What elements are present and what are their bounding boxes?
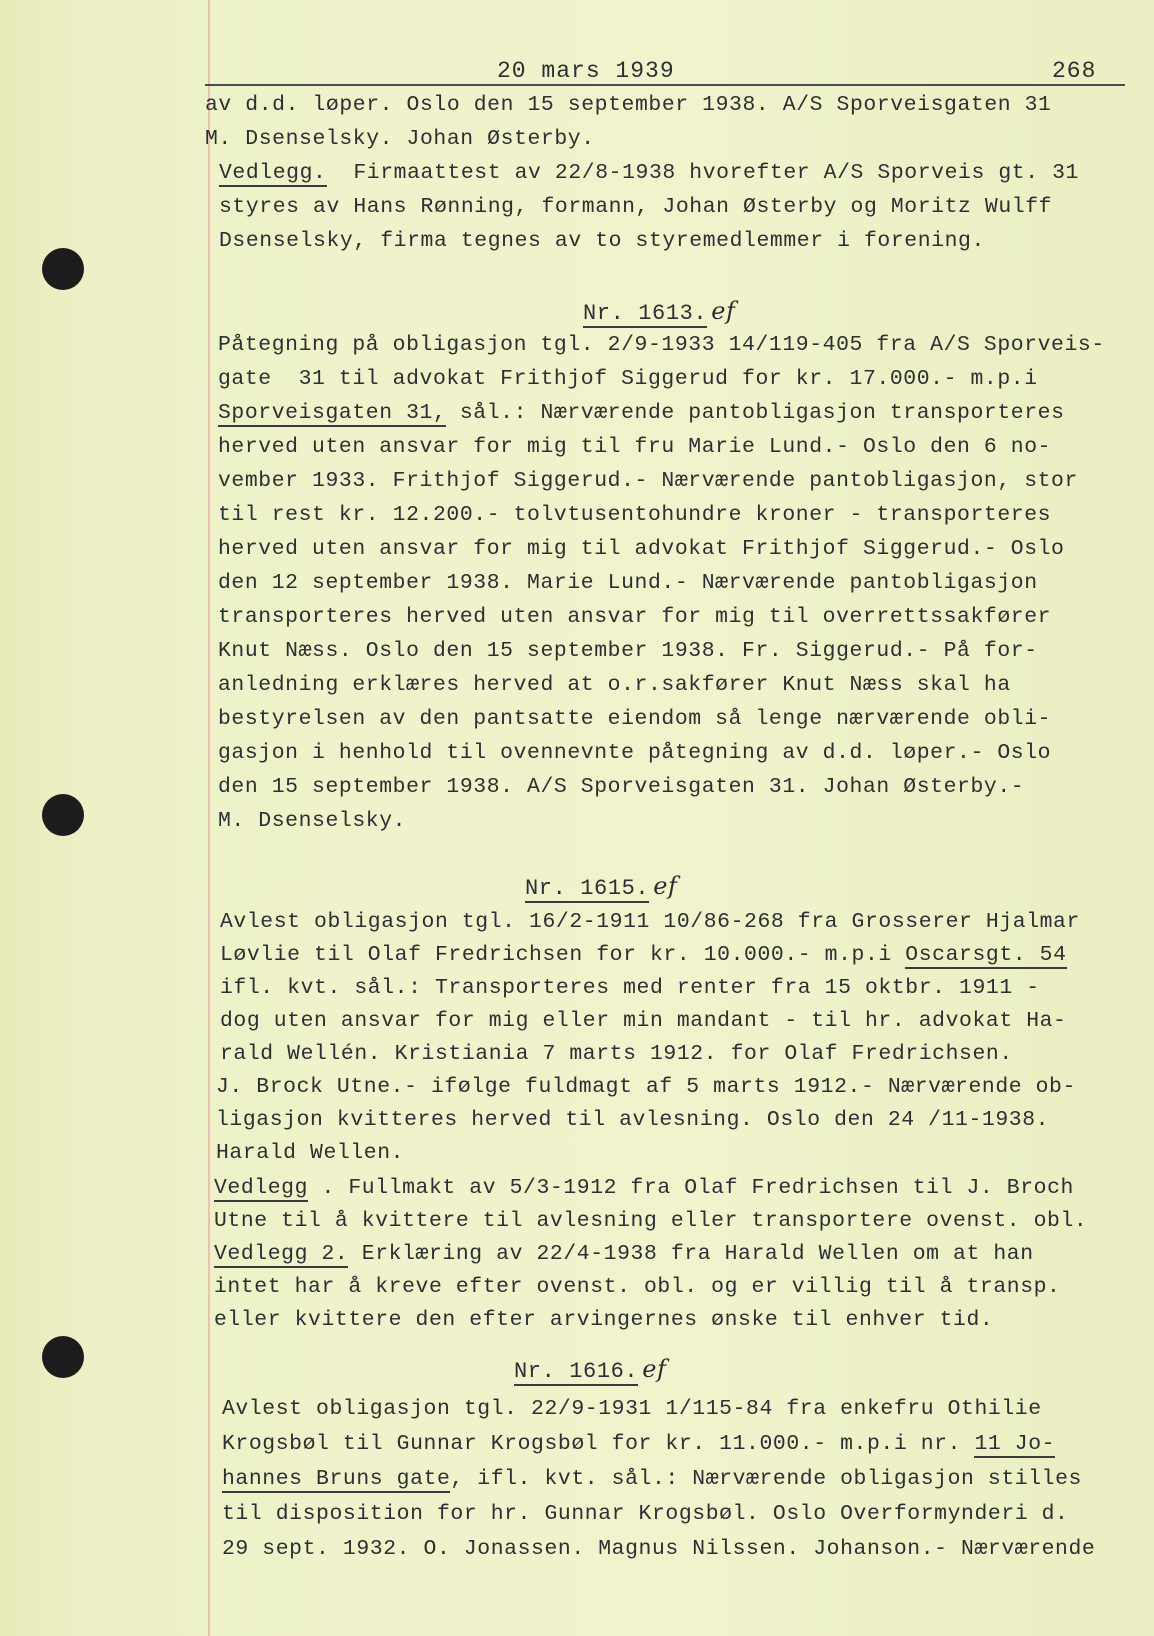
text-line: M. Dsenselsky.: [218, 809, 407, 833]
initials-signature: ef: [653, 872, 678, 900]
text-line: gate 31 til advokat Frithjof Siggerud for kr. 17.000.- m.p.i: [218, 367, 1038, 391]
text-line: M. Dsenselsky. Johan Østerby.: [205, 127, 595, 151]
text-line: ifl. kvt. sål.: Transporteres med renter fra 15 oktbr. 1911 -: [220, 976, 1040, 1000]
text-line: 29 sept. 1932. O. Jonassen. Magnus Nilssen. Johanson.- Nærværende: [222, 1537, 1096, 1561]
vedlegg-label: Vedlegg: [214, 1176, 309, 1200]
text-line: Avlest obligasjon tgl. 16/2-1911 10/86-268 fra Grosserer Hjalmar: [220, 910, 1080, 934]
text-line: Utne til å kvittere til avlesning eller transportere ovenst. obl.: [214, 1209, 1088, 1233]
text-line: Påtegning på obligasjon tgl. 2/9-1933 14/119-405 fra A/S Sporveis-: [218, 333, 1105, 357]
initials-signature: ef: [711, 297, 736, 325]
text-line: [214, 1242, 1034, 1266]
text-line: ligasjon kvitteres herved til avlesning. Oslo den 24 /11-1938.: [216, 1108, 1050, 1132]
text-line: transporteres herved uten ansvar for mig til overrettssakfører: [218, 605, 1052, 629]
text-segment: Krogsbøl til Gunnar Krogsbøl for kr. 11.000.- m.p.i nr.: [222, 1432, 975, 1456]
entry-number: Nr. 1615.: [525, 876, 650, 901]
punch-hole-middle: [42, 794, 84, 836]
text-line: rald Wellén. Kristiania 7 marts 1912. for Olaf Fredrichsen.: [220, 1042, 1013, 1066]
entry-heading-1615: [525, 872, 678, 901]
text-segment: , ifl. kvt. sål.: Nærværende obligasjon stilles: [450, 1467, 1082, 1491]
header-date: 20 mars 1939: [497, 58, 675, 84]
text-line: eller kvittere den efter arvingernes ønske til enhver tid.: [214, 1308, 994, 1332]
margin-line: [208, 0, 210, 1636]
header-rule: [205, 84, 1125, 86]
text-line: dog uten ansvar for mig eller min mandant - til hr. advokat Ha-: [220, 1009, 1067, 1033]
initials-signature: ef: [642, 1355, 667, 1383]
text-line: [222, 1467, 1082, 1491]
entry-number: Nr. 1613.: [583, 301, 708, 326]
vedlegg-label: Vedlegg 2.: [214, 1242, 349, 1266]
text-line: [214, 1176, 1074, 1200]
text-line: [219, 161, 1079, 185]
punch-hole-top: [42, 248, 84, 290]
text-line: J. Brock Utne.- ifølge fuldmagt af 5 marts 1912.- Nærværende ob-: [216, 1075, 1076, 1099]
entry-number: Nr. 1616.: [514, 1359, 639, 1384]
text-line: bestyrelsen av den pantsatte eiendom så lenge nærværende obli-: [218, 707, 1052, 731]
text-line: [222, 1432, 1055, 1456]
text-line: den 12 september 1938. Marie Lund.- Nærværende pantobligasjon: [218, 571, 1038, 595]
property-address: 11 Jo-: [974, 1432, 1056, 1456]
text-segment: sål.: Nærværende pantobligasjon transporteres: [446, 401, 1065, 425]
text-line: herved uten ansvar for mig til advokat Frithjof Siggerud.- Oslo: [218, 537, 1065, 561]
text-line: vember 1933. Frithjof Siggerud.- Nærværende pantobligasjon, stor: [218, 469, 1078, 493]
text-line: intet har å kreve efter ovenst. obl. og er villig til å transp.: [214, 1275, 1061, 1299]
text-line: av d.d. løper. Oslo den 15 september 1938. A/S Sporveisgaten 31: [205, 93, 1052, 117]
text-segment: Firmaattest av 22/8-1938 hvorefter A/S Sporveis gt. 31: [353, 161, 1079, 185]
text-line: [218, 401, 1065, 425]
text-line: herved uten ansvar for mig til fru Marie Lund.- Oslo den 6 no-: [218, 435, 1052, 459]
entry-heading-1613: [583, 297, 736, 326]
page-number: 268: [1052, 58, 1097, 84]
punch-hole-bottom: [42, 1336, 84, 1378]
text-segment: Erklæring av 22/4-1938 fra Harald Wellen om at han: [348, 1242, 1034, 1266]
text-line: den 15 september 1938. A/S Sporveisgaten 31. Johan Østerby.-: [218, 775, 1025, 799]
property-address: Oscarsgt. 54: [905, 943, 1067, 967]
text-line: til rest kr. 12.200.- tolvtusentohundre kroner - transporteres: [218, 503, 1052, 527]
entry-heading-1616: [514, 1355, 667, 1384]
text-line: gasjon i henhold til ovennevnte påtegning av d.d. løper.- Oslo: [218, 741, 1052, 765]
text-line: [220, 943, 1067, 967]
text-line: Harald Wellen.: [216, 1141, 405, 1165]
text-line: Avlest obligasjon tgl. 22/9-1931 1/115-84 fra enkefru Othilie: [222, 1397, 1042, 1421]
vedlegg-label: Vedlegg.: [219, 161, 327, 185]
text-line: til disposition for hr. Gunnar Krogsbøl. Oslo Overformynderi d.: [222, 1502, 1069, 1526]
text-line: styres av Hans Rønning, formann, Johan Østerby og Moritz Wulff: [219, 195, 1053, 219]
property-address: hannes Bruns gate: [222, 1467, 451, 1491]
text-segment: . Fullmakt av 5/3-1912 fra Olaf Fredrichsen til J. Broch: [308, 1176, 1074, 1200]
text-line: Knut Næss. Oslo den 15 september 1938. Fr. Siggerud.- På for-: [218, 639, 1038, 663]
text-segment: Løvlie til Olaf Fredrichsen for kr. 10.000.- m.p.i: [220, 943, 906, 967]
text-line: Dsenselsky, firma tegnes av to styremedlemmer i forening.: [219, 229, 985, 253]
property-address: Sporveisgaten 31,: [218, 401, 447, 425]
text-line: anledning erklæres herved at o.r.sakfører Knut Næss skal ha: [218, 673, 1011, 697]
